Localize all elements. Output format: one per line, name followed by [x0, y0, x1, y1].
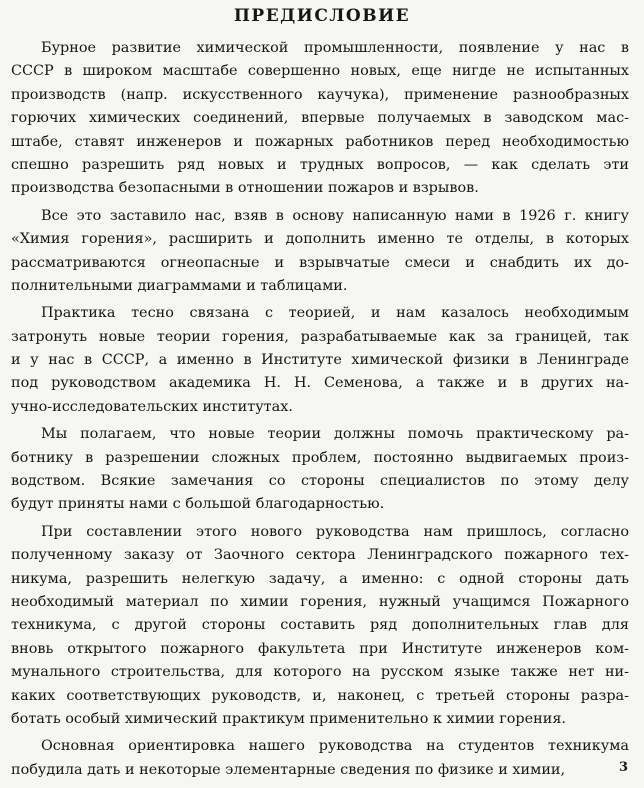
text-line: СССР в широком масштабе совершенно новых, еще нигде не испытанных	[11, 63, 629, 80]
page-number: 3	[618, 760, 628, 775]
paragraph	[11, 423, 629, 517]
text-line: будут приняты нами с большой благодарностью.	[11, 496, 385, 513]
text-line: необходимый материал по химии горения, нужный учащимся Пожарного	[11, 593, 629, 610]
text-line: полученному заказу от Заочного сектора Ленинградского пожарного тех-	[11, 547, 629, 564]
text-line: никума, разрешить нелегкую задачу, а именно: с одной стороны дать	[11, 570, 629, 587]
text-line: спешно разрешить ряд новых и трудных вопросов, — как сделать эти	[11, 156, 629, 173]
text-line: мунального строительства, для которого на русском языке также нет ни-	[11, 664, 629, 681]
text-line: При составлении этого нового руководства нам пришлось, согласно	[41, 523, 629, 540]
page-title: ПРЕДИСЛОВИЕ	[233, 6, 411, 26]
text-line: затронуть новые теории горения, разрабатываемые как за границей, так	[11, 328, 629, 345]
paragraph	[11, 37, 629, 201]
text-line: производства безопасными в отношении пожаров и взрывов.	[11, 180, 479, 197]
text-line: побудила дать и некоторые элементарные сведения по физике и химии,	[11, 761, 566, 778]
paragraph	[11, 205, 629, 299]
paragraph	[11, 735, 629, 782]
text-line: Все это заставило нас, взяв в основу написанную нами в 1926 г. книгу	[41, 207, 629, 224]
text-line: «Химия горения», расширить и дополнить именно те отделы, в которых	[11, 231, 629, 248]
text-line: и у нас в СССР, а именно в Институте химической физики в Ленинграде	[11, 352, 629, 369]
text-line: ботать особый химический практикум применительно к химии горения.	[11, 710, 566, 727]
text-line: штабе, ставят инженеров и пожарных работников перед необходимостью	[11, 133, 629, 150]
preface-text	[11, 37, 629, 786]
text-line: водством. Всякие замечания со стороны специалистов по этому делу	[11, 473, 629, 490]
text-line: рассматриваются огнеопасные и взрывчатые смеси и снабдить их до-	[11, 254, 629, 271]
text-line: Основная ориентировка нашего руководства на студентов техникума	[41, 738, 629, 755]
text-line: вновь открытого пожарного факультета при Институте инженеров ком-	[11, 640, 629, 657]
text-line: ботнику в разрешении сложных проблем, постоянно выдвигаемых произ-	[11, 449, 629, 466]
text-line: горючих химических соединений, впервые получаемых в заводском мас-	[11, 110, 629, 127]
text-line: учно-исследовательских институтах.	[11, 398, 293, 415]
text-line: Бурное развитие химической промышленности, появление у нас в	[41, 40, 629, 56]
text-line: производств (напр. искусственного каучука), применение разнообразных	[11, 86, 629, 103]
text-line: Практика тесно связана с теорией, и нам казалось необходимым	[41, 305, 629, 322]
text-line: техникума, с другой стороны составить ряд дополнительных глав для	[11, 617, 629, 634]
paragraph	[11, 521, 629, 732]
text-line: под руководством академика Н. Н. Семенова, а также и в других на-	[11, 375, 629, 392]
text-line: полнительными диаграммами и таблицами.	[11, 277, 348, 294]
paragraph	[11, 302, 629, 419]
text-line: каких соответствующих руководств, и, наконец, с третьей стороны разра-	[11, 687, 629, 704]
text-line: Мы полагаем, что новые теории должны помочь практическому ра-	[41, 426, 629, 443]
